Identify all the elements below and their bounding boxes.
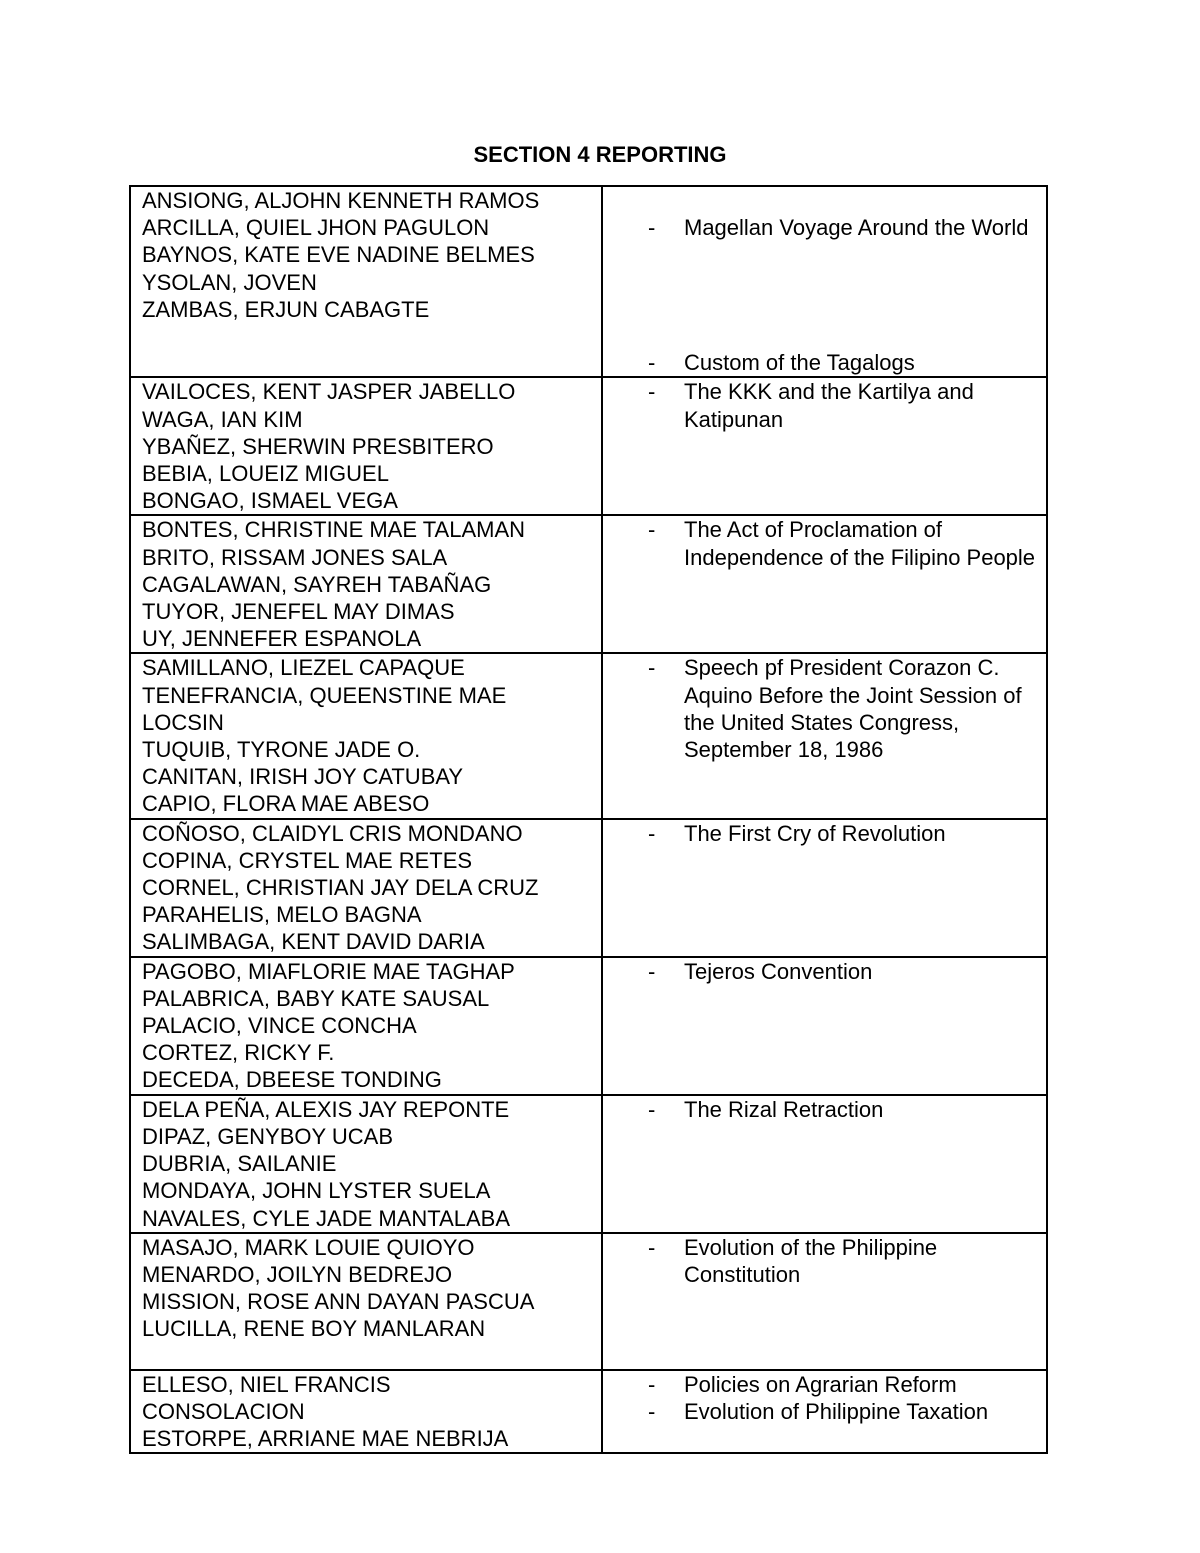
member-name: ANSIONG, ALJOHN KENNETH RAMOS bbox=[142, 188, 540, 213]
topic-cell bbox=[602, 1370, 1047, 1454]
member-name: COÑOSO, CLAIDYL CRIS MONDANO bbox=[142, 820, 523, 846]
topic-cell bbox=[602, 377, 1047, 515]
table-row bbox=[130, 819, 1047, 957]
topic-item bbox=[603, 1371, 1046, 1398]
member-name: LUCILLA, RENE BOY MANLARAN bbox=[142, 1316, 486, 1342]
table-row bbox=[130, 1370, 1047, 1454]
member-name: MISSION, ROSE ANN DAYAN PASCUA bbox=[142, 1289, 535, 1315]
bullet-dash: - bbox=[648, 655, 656, 681]
member-names-cell bbox=[130, 957, 602, 1095]
bullet-dash: - bbox=[648, 1234, 656, 1260]
member-name: DIPAZ, GENYBOY UCAB bbox=[142, 1123, 394, 1149]
member-name: CANITAN, IRISH JOY CATUBAY bbox=[142, 764, 464, 790]
topic-item bbox=[603, 1234, 1046, 1288]
member-names-cell bbox=[130, 515, 602, 653]
member-name: ZAMBAS, ERJUN CABAGTE bbox=[142, 296, 430, 322]
member-name: TUYOR, JENEFEL MAY DIMAS bbox=[142, 599, 455, 625]
topic-list bbox=[603, 1234, 1046, 1288]
member-names-cell bbox=[130, 1370, 602, 1454]
member-name: CAPIO, FLORA MAE ABESO bbox=[142, 791, 430, 817]
member-name: DUBRIA, SAILANIE bbox=[142, 1151, 337, 1177]
topic-item bbox=[603, 958, 1046, 985]
bullet-dash: - bbox=[648, 1371, 656, 1397]
bullet-dash: - bbox=[648, 958, 656, 984]
bullet-dash: - bbox=[648, 1398, 656, 1424]
bullet-dash: - bbox=[648, 350, 656, 376]
member-name: DECEDA, DBEESE TONDING bbox=[142, 1067, 442, 1093]
table-row bbox=[130, 653, 1047, 818]
member-names-cell bbox=[130, 819, 602, 957]
member-name: BEBIA, LOUEIZ MIGUEL bbox=[142, 461, 389, 487]
member-name: YSOLAN, JOVEN bbox=[142, 269, 317, 295]
member-name: ELLESO, NIEL FRANCIS bbox=[142, 1371, 391, 1397]
member-name: MENARDO, JOILYN BEDREJO bbox=[142, 1261, 453, 1287]
member-name: BRITO, RISSAM JONES SALA bbox=[142, 544, 448, 570]
table-row bbox=[130, 1233, 1047, 1370]
topic-list bbox=[603, 1371, 1046, 1425]
topic-item bbox=[603, 378, 1046, 432]
topic-text: Custom of the Tagalogs bbox=[684, 350, 915, 376]
topic-list bbox=[603, 378, 1046, 432]
member-name: SAMILLANO, LIEZEL CAPAQUE bbox=[142, 655, 465, 681]
table-row bbox=[130, 1095, 1047, 1233]
bullet-dash: - bbox=[648, 820, 656, 846]
member-name: CORNEL, CHRISTIAN JAY DELA CRUZ bbox=[142, 875, 539, 901]
member-name: BONTES, CHRISTINE MAE TALAMAN bbox=[142, 517, 526, 543]
topic-cell bbox=[602, 186, 1047, 377]
table-row bbox=[130, 377, 1047, 515]
topic-list bbox=[603, 516, 1046, 570]
topic-list bbox=[603, 1096, 1046, 1123]
bullet-dash: - bbox=[648, 1096, 656, 1122]
member-name: NAVALES, CYLE JADE MANTALABA bbox=[142, 1205, 511, 1231]
member-name: PALABRICA, BABY KATE SAUSAL bbox=[142, 985, 490, 1011]
topic-item bbox=[603, 1096, 1046, 1123]
topic-text: Evolution of the Philippine Constitution bbox=[684, 1234, 938, 1287]
member-name: MONDAYA, JOHN LYSTER SUELA bbox=[142, 1178, 491, 1204]
member-name: ARCILLA, QUIEL JHON PAGULON bbox=[142, 215, 490, 241]
topic-item bbox=[603, 1398, 1046, 1425]
member-names-cell bbox=[130, 1233, 602, 1370]
member-name: VAILOCES, KENT JASPER JABELLO bbox=[142, 379, 516, 405]
bullet-dash: - bbox=[648, 379, 656, 405]
topic-text: Policies on Agrarian Reform bbox=[684, 1371, 957, 1397]
topic-list bbox=[603, 958, 1046, 985]
topic-text: The First Cry of Revolution bbox=[684, 820, 946, 846]
member-name: CORTEZ, RICKY F. bbox=[142, 1040, 335, 1066]
table-body bbox=[130, 186, 1047, 1453]
table-row bbox=[130, 957, 1047, 1095]
member-names-cell bbox=[130, 1095, 602, 1233]
member-name: YBAÑEZ, SHERWIN PRESBITERO bbox=[142, 433, 494, 459]
member-name: BONGAO, ISMAEL VEGA bbox=[142, 488, 398, 514]
topic-text: Evolution of Philippine Taxation bbox=[684, 1398, 989, 1424]
topic-text: The KKK and the Kartilya and Katipunan bbox=[684, 379, 974, 432]
member-name: TUQUIB, TYRONE JADE O. bbox=[142, 737, 421, 763]
member-name: PALACIO, VINCE CONCHA bbox=[142, 1013, 417, 1039]
member-name: ESTORPE, ARRIANE MAE NEBRIJA bbox=[142, 1426, 509, 1452]
member-name: PAGOBO, MIAFLORIE MAE TAGHAP bbox=[142, 958, 515, 984]
topic-list bbox=[603, 654, 1046, 763]
topic-item bbox=[603, 214, 1046, 241]
member-name: BAYNOS, KATE EVE NADINE BELMES bbox=[142, 242, 535, 268]
topic-cell bbox=[602, 1095, 1047, 1233]
reporting-table bbox=[129, 185, 1048, 1454]
member-names-cell bbox=[130, 186, 602, 377]
topic-cell bbox=[602, 653, 1047, 818]
topic-cell bbox=[602, 1233, 1047, 1370]
member-name: TENEFRANCIA, QUEENSTINE MAE bbox=[142, 682, 507, 708]
topic-item bbox=[603, 516, 1046, 570]
topic-text: The Act of Proclamation of Independence of the Filipino People bbox=[684, 517, 1036, 570]
member-name: WAGA, IAN KIM bbox=[142, 406, 303, 432]
topic-text: Magellan Voyage Around the World bbox=[684, 215, 1029, 240]
topic-item bbox=[603, 654, 1046, 763]
member-name: SALIMBAGA, KENT DAVID DARIA bbox=[142, 929, 485, 955]
topic-cell bbox=[602, 957, 1047, 1095]
topic-cell bbox=[602, 819, 1047, 957]
member-name: CAGALAWAN, SAYREH TABAÑAG bbox=[142, 571, 492, 597]
topic-list bbox=[603, 214, 1046, 376]
member-names-cell bbox=[130, 377, 602, 515]
member-name: UY, JENNEFER ESPANOLA bbox=[142, 626, 422, 652]
member-name: DELA PEÑA, ALEXIS JAY REPONTE bbox=[142, 1096, 510, 1122]
member-name: LOCSIN bbox=[142, 709, 224, 735]
topic-item bbox=[603, 349, 1046, 376]
member-name: MASAJO, MARK LOUIE QUIOYO bbox=[142, 1234, 475, 1260]
topic-text: Speech pf President Corazon C. Aquino Before the Joint Session of the United States Congress, September 18, 1986 bbox=[684, 655, 1022, 763]
member-name: COPINA, CRYSTEL MAE RETES bbox=[142, 847, 473, 873]
table-row bbox=[130, 515, 1047, 653]
topic-item bbox=[603, 820, 1046, 847]
topic-text: Tejeros Convention bbox=[684, 958, 873, 984]
page-title: SECTION 4 REPORTING bbox=[473, 142, 727, 167]
member-name: CONSOLACION bbox=[142, 1398, 305, 1424]
member-names-cell bbox=[130, 653, 602, 818]
topic-list bbox=[603, 820, 1046, 847]
bullet-dash: - bbox=[648, 215, 656, 240]
table-row bbox=[130, 186, 1047, 377]
member-name: PARAHELIS, MELO BAGNA bbox=[142, 902, 422, 928]
bullet-dash: - bbox=[648, 517, 656, 543]
topic-text: The Rizal Retraction bbox=[684, 1096, 884, 1122]
topic-cell bbox=[602, 515, 1047, 653]
